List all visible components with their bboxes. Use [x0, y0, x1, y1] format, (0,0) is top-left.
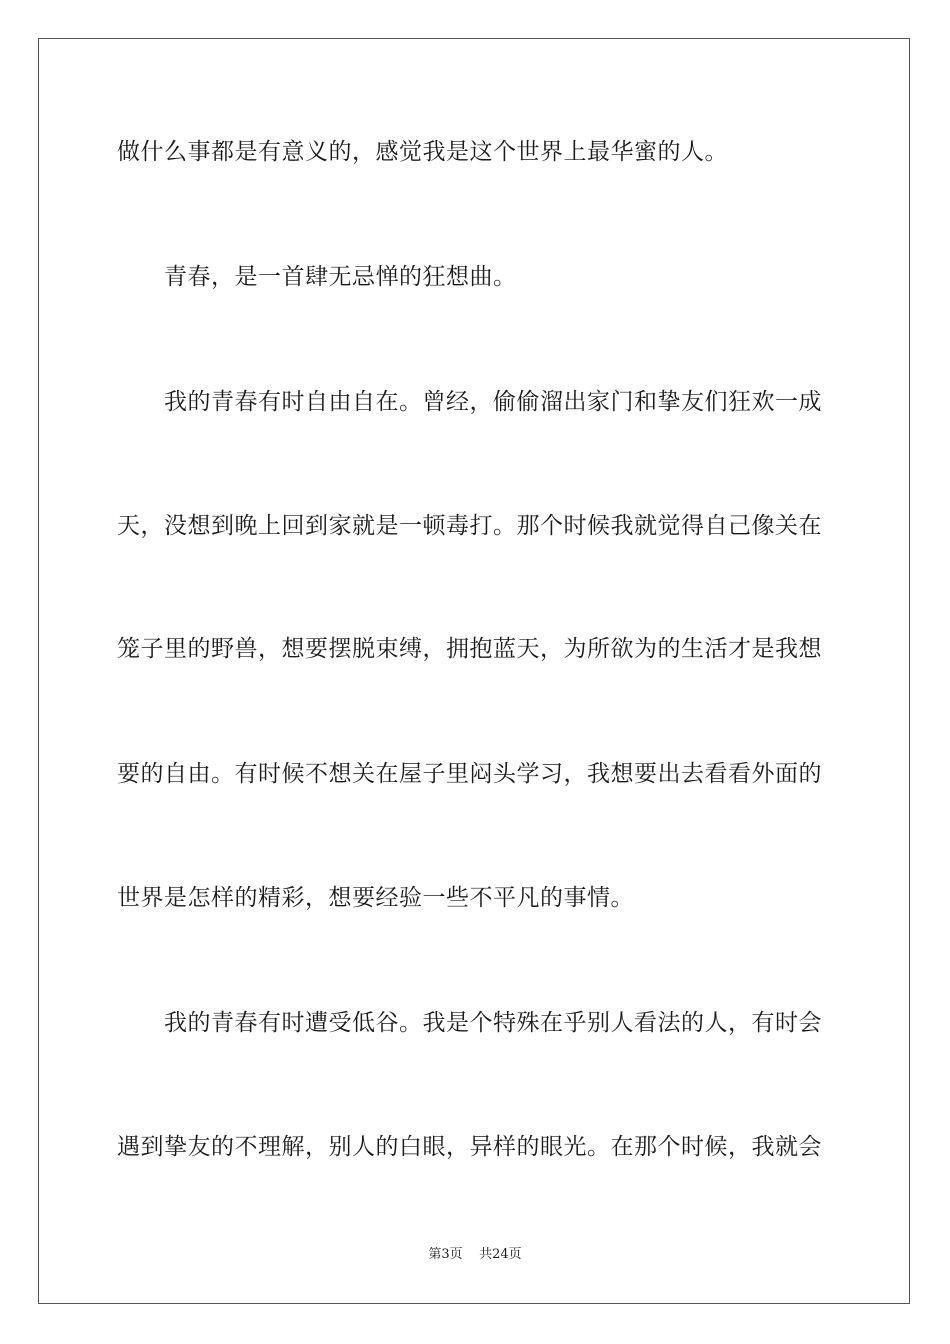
body-line-6: 要的自由。有时候不想关在屋子里闷头学习，我想要出去看看外面的 — [117, 761, 822, 787]
body-line-8: 我的青春有时遭受低谷。我是个特殊在乎别人看法的人，有时会 — [164, 1010, 822, 1036]
body-line-4: 天，没想到晚上回到家就是一顿毒打。那个时候我就觉得自己像关在 — [117, 513, 822, 539]
body-line-1: 做什么事都是有意义的，感觉我是这个世界上最华蜜的人。 — [117, 139, 728, 165]
body-line-2: 青春，是一首肆无忌惮的狂想曲。 — [164, 264, 517, 290]
page-total: 共24页 — [479, 1247, 522, 1262]
page-border — [38, 38, 910, 1304]
page-number: 第3页 — [428, 1247, 463, 1262]
body-line-3: 我的青春有时自由自在。曾经，偷偷溜出家门和挚友们狂欢一成 — [164, 389, 822, 415]
body-line-9: 遇到挚友的不理解，别人的白眼，异样的眼光。在那个时候，我就会 — [117, 1134, 822, 1160]
body-line-7: 世界是怎样的精彩，想要经验一些不平凡的事情。 — [117, 885, 634, 911]
body-line-5: 笼子里的野兽，想要摆脱束缚，拥抱蓝天，为所欲为的生活才是我想 — [117, 636, 822, 662]
page-footer — [0, 1246, 950, 1264]
